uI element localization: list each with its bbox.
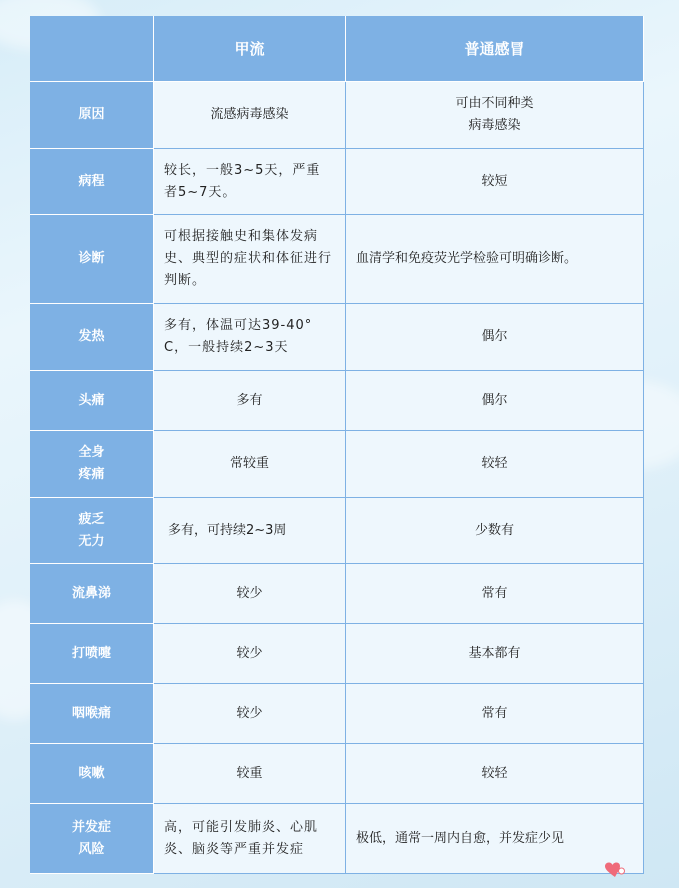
flu-cell: 较少 [154,564,346,624]
flu-cell: 高，可能引发肺炎、心肌 炎、脑炎等严重并发症 [154,804,346,874]
row-label: 原因 [30,82,154,149]
row-label: 头痛 [30,371,154,431]
cold-cell: 较轻 [346,431,644,498]
cold-cell: 偶尔 [346,371,644,431]
flu-cell: 多有，可持续2~3周 [154,498,346,564]
cold-cell: 常有 [346,564,644,624]
heart-icon [604,862,626,878]
flu-cell: 多有，体温可达39-40° C，一般持续2~3天 [154,304,346,371]
cold-cell: 极低，通常一周内自愈，并发症少见 [346,804,644,874]
cold-cell: 基本都有 [346,624,644,684]
row-label: 诊断 [30,215,154,304]
row-label: 疲乏 无力 [30,498,154,564]
flu-cell: 较少 [154,624,346,684]
cold-cell: 血清学和免疫荧光学检验可明确诊断。 [346,215,644,304]
table-corner-cell [30,16,154,82]
cold-cell: 较短 [346,149,644,215]
column-header-flu: 甲流 [154,16,346,82]
row-label: 发热 [30,304,154,371]
column-header-cold: 普通感冒 [346,16,644,82]
cold-cell: 偶尔 [346,304,644,371]
flu-cell: 常较重 [154,431,346,498]
row-label: 并发症 风险 [30,804,154,874]
cold-cell: 常有 [346,684,644,744]
flu-cell: 多有 [154,371,346,431]
flu-cell: 较重 [154,744,346,804]
flu-cell: 较长，一般3~5天，严重 者5~7天。 [154,149,346,215]
row-label: 打喷嚏 [30,624,154,684]
cold-cell: 少数有 [346,498,644,564]
comparison-table [30,16,644,874]
row-label: 咳嗽 [30,744,154,804]
cold-cell: 较轻 [346,744,644,804]
row-label: 咽喉痛 [30,684,154,744]
row-label: 全身 疼痛 [30,431,154,498]
flu-cell: 流感病毒感染 [154,82,346,149]
row-label: 病程 [30,149,154,215]
cold-cell: 可由不同种类 病毒感染 [346,82,644,149]
row-label: 流鼻涕 [30,564,154,624]
flu-cell: 较少 [154,684,346,744]
flu-cell: 可根据接触史和集体发病 史、典型的症状和体征进行 判断。 [154,215,346,304]
